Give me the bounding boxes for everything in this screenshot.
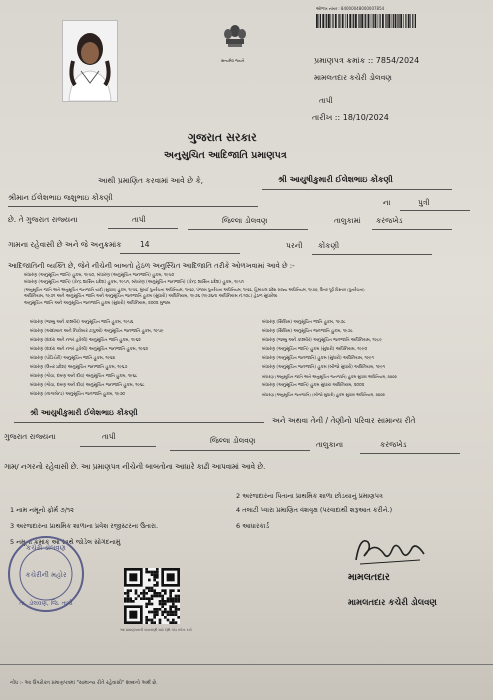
na-label: ના	[383, 198, 391, 207]
order-right: બંધારણ (અનુસૂચિત જાતિ) હુકમ (સુધારો) અધિનિયમ, ૧૯૯૦	[262, 347, 368, 352]
order-line: અનુસૂચિત જાતિ અને અનુસૂચિત જનજાતિ હુકમ (સુધારો) અધિનિયમ, ૨૦૦૨ મુજબ	[24, 301, 171, 306]
order-right: બંધારણ (જમ્મુ અને કાશ્મીર) અનુસૂચિત જનજાતિ અધિનિયમ, ૧૯૮૯	[262, 338, 382, 343]
applicant-photo	[62, 20, 118, 102]
serial-number: 14	[140, 240, 150, 249]
taluka-name: જિલ્લા ડોલવણ	[222, 216, 268, 225]
seal-bottom-text: તા. ડોલવણ, જિ. તાપી	[19, 600, 73, 607]
order-right: બંધારણ (સિક્કિમ) અનુસૂચિત જાતિ હુકમ, ૧૯૭૮	[262, 320, 346, 325]
order-left: બંધારણ (ગોવા, દમણ અને દીવ) અનુસૂચિત જાતિ હુકમ, ૧૯૬૮	[30, 374, 138, 379]
order-left: બંધારણ (દાદરા અને નગર હવેલી) અનુસૂચિત જાતિ હુકમ, ૧૯૬૨	[30, 338, 141, 343]
residence-district: તાપી	[102, 432, 116, 441]
basis-item: 3 અરજદારના પ્રાથમિક શાળાના પ્રવેશ રજીસ્ટરના ઉતારા.	[10, 522, 159, 530]
signature-icon	[350, 530, 430, 570]
order-right: બંધારણ (સિક્કિમ) અનુસૂચિત જનજાતિ હુકમ, ૧૯૭૮	[262, 329, 353, 334]
father-name: શ્રીમાન ઈલેશભાઇ જશુભાઇ કોંકણી	[8, 193, 113, 202]
national-emblem-icon	[220, 22, 250, 62]
basis-item: 6 આધારકાર્ડ	[236, 522, 270, 530]
basis-item: 4 તલાટી પ્વારા પ્રમાણિત વંશવૃક્ષ (પરવાદાથી શરૂઆત કરીને.)	[236, 506, 393, 514]
issue-date: તારીખ :: 18/10/2024	[312, 113, 389, 122]
order-line: અધિનિયમ, ૧૯૭૧ અને અનુસૂચિત જાતિ અને અનુસૂચિત જનજાતિ હુકમ (સુધારો) અધિનિયમ, ૧૯૭૬ (૧૯૭૬ના અધિનિયમ નં.૧૦૮) હેઠળ સુધારેલા	[24, 294, 278, 299]
taluka-label: તાલુકામાં	[334, 216, 361, 225]
basis-item: 5 નમૂના ક્રમાંક આ સાથે જોડેલ સોગંદનામું	[10, 538, 121, 546]
order-left: બંધારણ (ગોવા, દમણ અને દીવ) અનુસૂચિત જનજાતિ હુકમ, ૧૯૬૮	[30, 383, 145, 388]
order-right: બંધારણ (અનુસૂચિત જનજાતિ) હુકમ (બીજો સુધારો) અધિનિયમ, ૧૯૯૧	[262, 365, 386, 370]
order-line: (અનુસૂચિત જાતિ અને અનુસૂચિત જનજાતિ યાદી (સુધારા) હુકમ, ૧૯૫૬, મુંબઈ પુનર્રચના અધિનિયમ, ૧૯૬૦, પંજાબ પુનર્રચના અધિનિયમ, ૧૯૬૬, હિમાચલ પ્રદેશ રાજ્ય અધિનિયમ, ૧૯૭૦, ઉત્તર પૂર્વ વિસ્તાર (પુનર્રચના)	[24, 287, 365, 292]
residence-taluka: જિલ્લા ડોલવણ	[210, 436, 256, 445]
seal-top-text: કચેરી ડોલવણ	[26, 544, 66, 552]
relation: પુત્રી	[418, 198, 430, 207]
barcode-text: ઓળખ નંબર : 84000048000007854	[316, 6, 385, 11]
tribe-statement: આદિજાતિની વ્યક્તિ છે, જેને નીચેની બાબતો હેઠળ અનુસ્ચિત આદિજાતિ તરીકે ઓળખવામાં આવે છે :-	[8, 262, 295, 270]
basis-item: 1 નામ નમૂનો ફોર્મ ૭/૧૨	[10, 506, 74, 514]
residence-state: ગુજરાત રાજ્યના	[4, 432, 56, 441]
signatory-title: મામલતદાર	[348, 572, 390, 583]
certify-prefix: આથી પ્રમાણિત કરવામાં આવે છે કે,	[98, 176, 204, 185]
residence-village: કરંજખેડ	[380, 440, 407, 449]
certificate-number: પ્રમાણપત્ર ક્રમાંક :: 7854/2024	[314, 56, 420, 65]
seal-middle-text: કચેરીની મહોર	[25, 571, 67, 579]
family-statement: અને અથવા તેની / તેણીનો પરિવાર સામાન્ય રીતે	[272, 416, 416, 425]
qr-code-icon[interactable]	[124, 568, 180, 624]
applicant-name-repeat: શ્રી આયુષીકુમારી ઈલેશભાઇ કોંકણી	[30, 408, 138, 417]
order-right: બંધારણ (અનુસૂચિત જાતિ) હુકમ સુધારા અધિનિયમ, ૨૦૦૨	[262, 383, 365, 388]
office-seal-icon	[6, 534, 86, 614]
order-left: બંધારણ (નાગાલેન્ડ) અનુસૂચિત જનજાતિ હુકમ, ૧૯૭૦	[30, 392, 126, 397]
barcode-icon	[316, 14, 416, 28]
order-left: બંધારણ (પોંડિચેરી) અનુસૂચિત જાતિ હુકમ, ૧૯૬૪	[30, 356, 116, 361]
order-left: બંધારણ (જમ્મુ અને કાશ્મીર) અનુસૂચિત જાતિ હુકમ, ૧૯૫૬	[30, 320, 134, 325]
village-name: કરંજખેડ	[376, 216, 403, 225]
basis-statement: ગામ/ નગરનો રહેવાસી છે. આ પ્રમાણપત્ર નીચેની બાબતોના આધારે કાઢી આપવામાં આવે છે.	[4, 462, 266, 471]
order-right: બંધારણ (અનુસૂચિત જનજાતિ) (બીજો સુધારો) હુકમ સુધારા અધિનિયમ, ૨૦૦૨	[262, 392, 385, 397]
pasni-label: પરની	[286, 241, 303, 250]
basis-item: 2 અરજદારના પિતાના પ્રાથમિક શાળા છોડયાનું પ્રમાણપત્ર	[236, 492, 383, 500]
government-title: ગુજરાત સરકાર	[188, 131, 257, 144]
signatory-office: મામલતદાર કચેરી ડોલવણ	[348, 598, 437, 608]
order-left: બંધારણ (આંદામાન અને નિકોબાર ટાપુઓ) અનુસૂચિત જનજાતિ હુકમ, ૧૯૫૯	[30, 329, 164, 334]
issuing-district: તાપી	[319, 96, 333, 105]
residence-taluka-label: તાલુકાના	[316, 440, 344, 449]
order-right: બંધારણ (અનુસૂચિત જાતિ અને અનુસૂચિત જનજાતિ) હુકમ સુધારા અધિનિયમ, ૨૦૦૨	[262, 374, 397, 379]
order-line: બંધારણ (અનુસૂચિત જાતિ) (કેન્દ્ર શાસિત પ્રદેશ) હુકમ, ૧૯૫૧, બંધારણ (અનુસૂચિત જનજાતિ) (કેન્દ્ર શાસિત પ્રદેશ) હુકમ, ૧૯૫૧	[24, 280, 244, 285]
district-name: તાપી	[132, 215, 146, 224]
state-prefix: છે. તે ગુજરાત રાજ્યના	[8, 215, 78, 224]
emblem-caption: સત્યમેવ જયતે	[221, 58, 245, 63]
certificate-title: અનુસુચિત આદિજાતિ પ્રમાણપત્ર	[164, 150, 287, 161]
tribe-name: કોંકણી	[318, 241, 340, 250]
order-line: બંધારણ (અનુસૂચિત જાતિ) હુકમ, ૧૯૫૦, બંધારણ (અનુસૂચિત જનજાતિ) હુકમ, ૧૯૫૦	[24, 273, 175, 278]
applicant-name: શ્રી આયુષીકુમારી ઈલેશભાઇ કોંકણી	[278, 175, 393, 184]
order-left: બંધારણ (ઉત્તર પ્રદેશ) અનુસૂચિત જનજાતિ હુકમ, ૧૯૬૭	[30, 365, 128, 370]
qr-caption: આ પ્રમાણપત્રની ચકાસણી માટે QR કોડ સ્કેન કરો	[120, 628, 192, 632]
footer-note: નોંધ :- આ ઉપરોક્ત પ્રમાણપત્રમાં "સામાન્ય રીતે રહેવાસી" શબ્દનો અર્થ છે.	[10, 680, 158, 686]
issuing-office: મામલતદાર કચેરી ડોલવણ	[314, 73, 392, 82]
order-left: બંધારણ (દાદરા અને નગર હવેલી) અનુસૂચિત જનજાતિ હુકમ, ૧૯૬૨	[30, 347, 148, 352]
serial-prefix: ગામના રહેવાસી છે અને જે અનુક્રમાંક	[8, 240, 122, 249]
order-right: બંધારણ (અનુસૂચિત જનજાતિ) હુકમ (સુધારો) અધિનિયમ, ૧૯૯૧	[262, 356, 374, 361]
